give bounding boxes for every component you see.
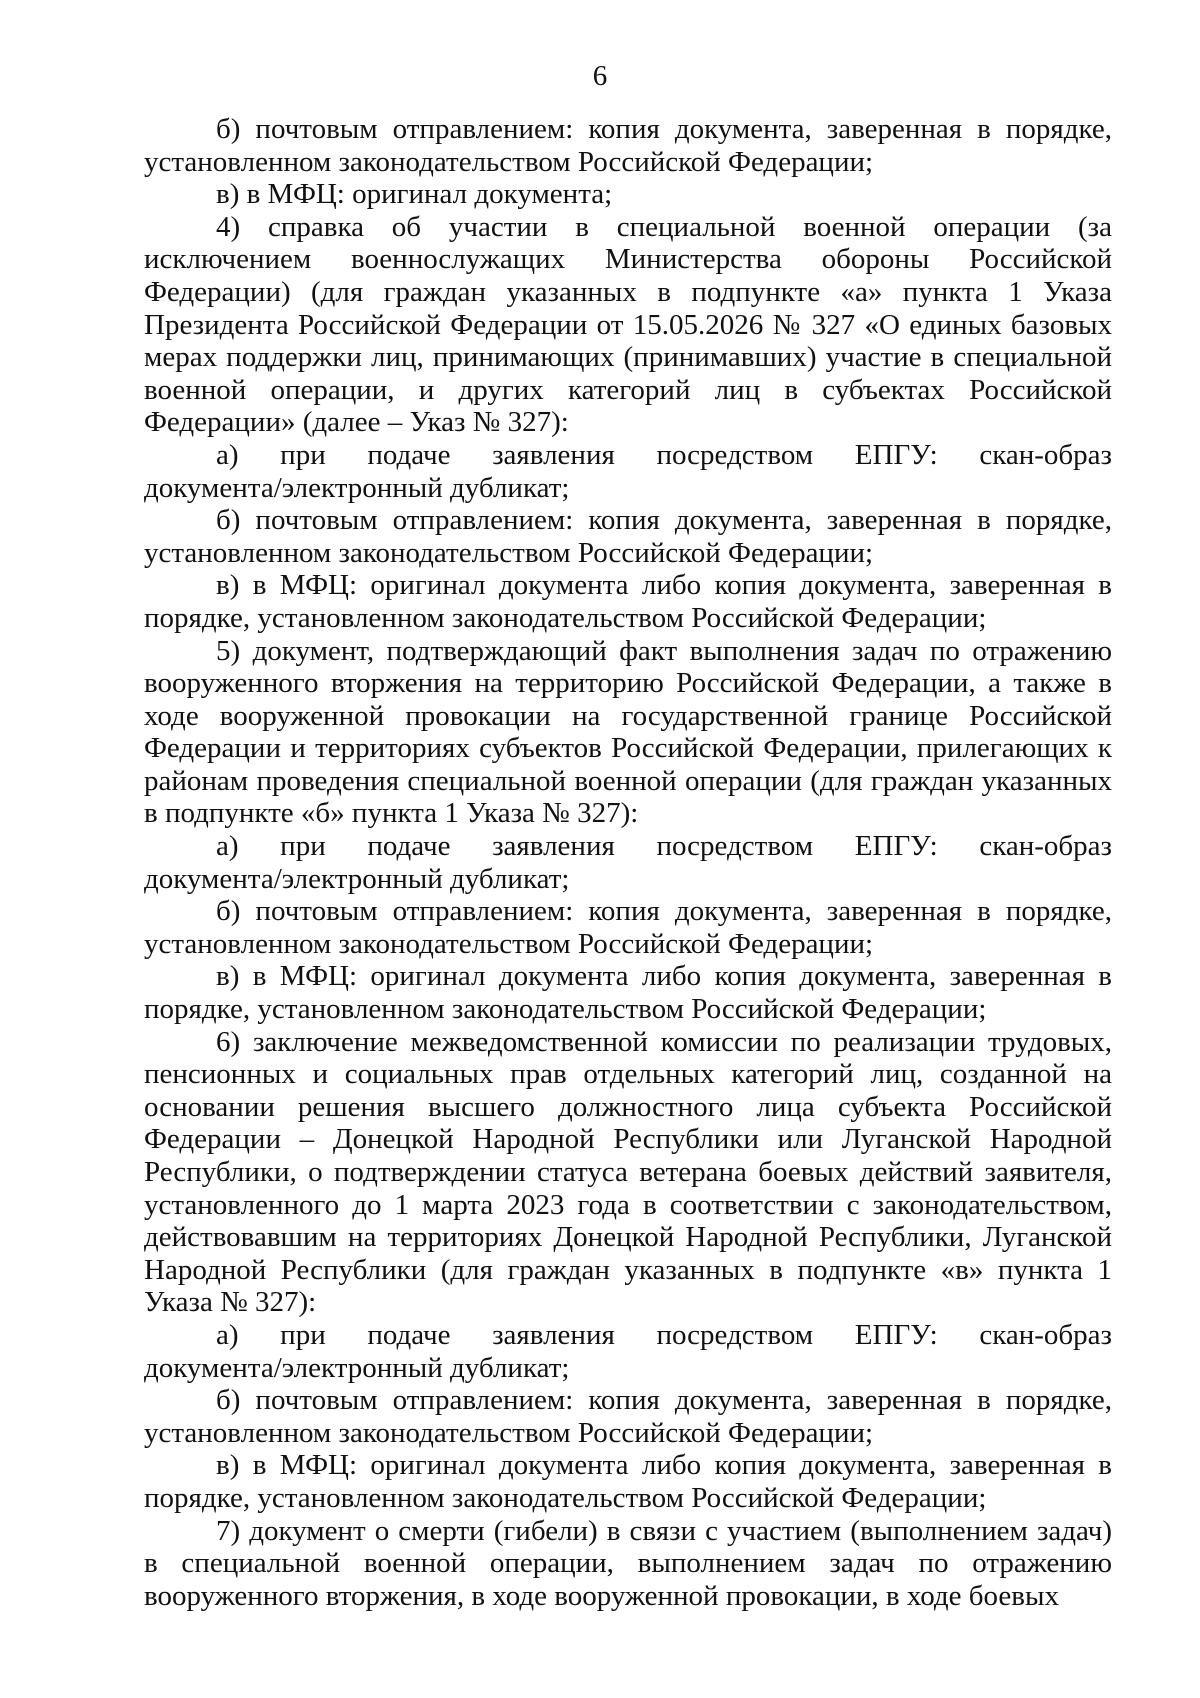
paragraph-6a-epgu-line: а) при подаче заявления посредством ЕПГУ: скан-образ: [216, 1318, 1112, 1351]
page-number: 6: [592, 60, 608, 92]
paragraph-4a-epgu: [144, 439, 1112, 504]
paragraph-item-4: 4) справка об участии в специальной военной операции (за исключением военнослужащих Министерства обороны Российской Федерации) (для граждан указанных в подпункте «а» пункта 1 Указа Президента Российской Федерации от 15.05.2026 № 327 «О единых базовых мерах поддержки лиц, принимающих (принимавших) участие в специальной военной операции, и других категорий лиц в субъектах Российской Федерации» (далее – Указ № 327):: [144, 210, 1112, 439]
paragraph-5v-mfc: в) в МФЦ: оригинал документа либо копия документа, заверенная в порядке, установленном законодательством Российской Федерации;: [144, 960, 1112, 1026]
paragraph-5a-epgu-line: а) при подаче заявления посредством ЕПГУ: скан-образ: [216, 830, 1112, 863]
paragraph-item-6: 6) заключение межведомственной комиссии по реализации трудовых, пенсионных и социальных прав отдельных категорий лиц, созданной на основании решения высшего должностного лица субъекта Российской Федерации – Донецкой Народной Республики или Луганской Народной Республики, о подтверждении статуса ветерана боевых действий заявителя, установленного до 1 марта 2023 года в соответствии с законодательством, действовавшим на территориях Донецкой Народной Республики, Луганской Народной Республики (для граждан указанных в подпункте «в» пункта 1 Указа № 327):: [144, 1025, 1112, 1319]
paragraph-4v-mfc: в) в МФЦ: оригинал документа;: [216, 178, 613, 211]
paragraph-5a-epgu: [144, 830, 1112, 895]
paragraph-5a-epgu-continuation: документа/электронный дубликат;: [144, 862, 570, 895]
paragraph-item-5: 5) документ, подтверждающий факт выполнения задач по отражению вооруженного вторжения на территорию Российской Федерации, а также в ходе вооруженной провокации на государственной границе Российской Федерации и территориях субъектов Российской Федерации, прилегающих к районам проведения специальной военной операции (для граждан указанных в подпункте «б» пункта 1 Указа № 327):: [144, 634, 1112, 830]
paragraph-4b-postal-copy: б) почтовым отправлением: копия документа, заверенная в порядке, установленном законодательством Российской Федерации;: [144, 504, 1112, 569]
paragraph-6b-postal: б) почтовым отправлением: копия документа, заверенная в порядке, установленном законодательством Российской Федерации;: [144, 1384, 1112, 1449]
paragraph-item-7: 7) документ о смерти (гибели) в связи с участием (выполнением задач) в специальной военной операции, выполнением задач по отражению вооруженного вторжения, в ходе вооруженной провокации, в ходе боевых: [144, 1514, 1112, 1612]
paragraph-4a-epgu-continuation: документа/электронный дубликат;: [144, 471, 570, 504]
paragraph-4b-postal: б) почтовым отправлением: копия документа, заверенная в порядке, установленном законодательством Российской Федерации;: [144, 113, 1112, 178]
paragraph-5b-postal: б) почтовым отправлением: копия документа, заверенная в порядке, установленном законодательством Российской Федерации;: [144, 895, 1112, 960]
paragraph-6v-mfc: в) в МФЦ: оригинал документа либо копия документа, заверенная в порядке, установленном законодательством Российской Федерации;: [144, 1449, 1112, 1514]
paragraph-4v-mfc-original: в) в МФЦ: оригинал документа либо копия документа, заверенная в порядке, установленном законодательством Российской Федерации;: [144, 569, 1112, 634]
paragraph-4a-epgu-line: а) при подаче заявления посредством ЕПГУ: скан-образ: [216, 438, 1112, 471]
document-body: [144, 113, 1112, 1612]
paragraph-6a-epgu-continuation: документа/электронный дубликат;: [144, 1351, 570, 1384]
paragraph-6a-epgu: [144, 1319, 1112, 1384]
